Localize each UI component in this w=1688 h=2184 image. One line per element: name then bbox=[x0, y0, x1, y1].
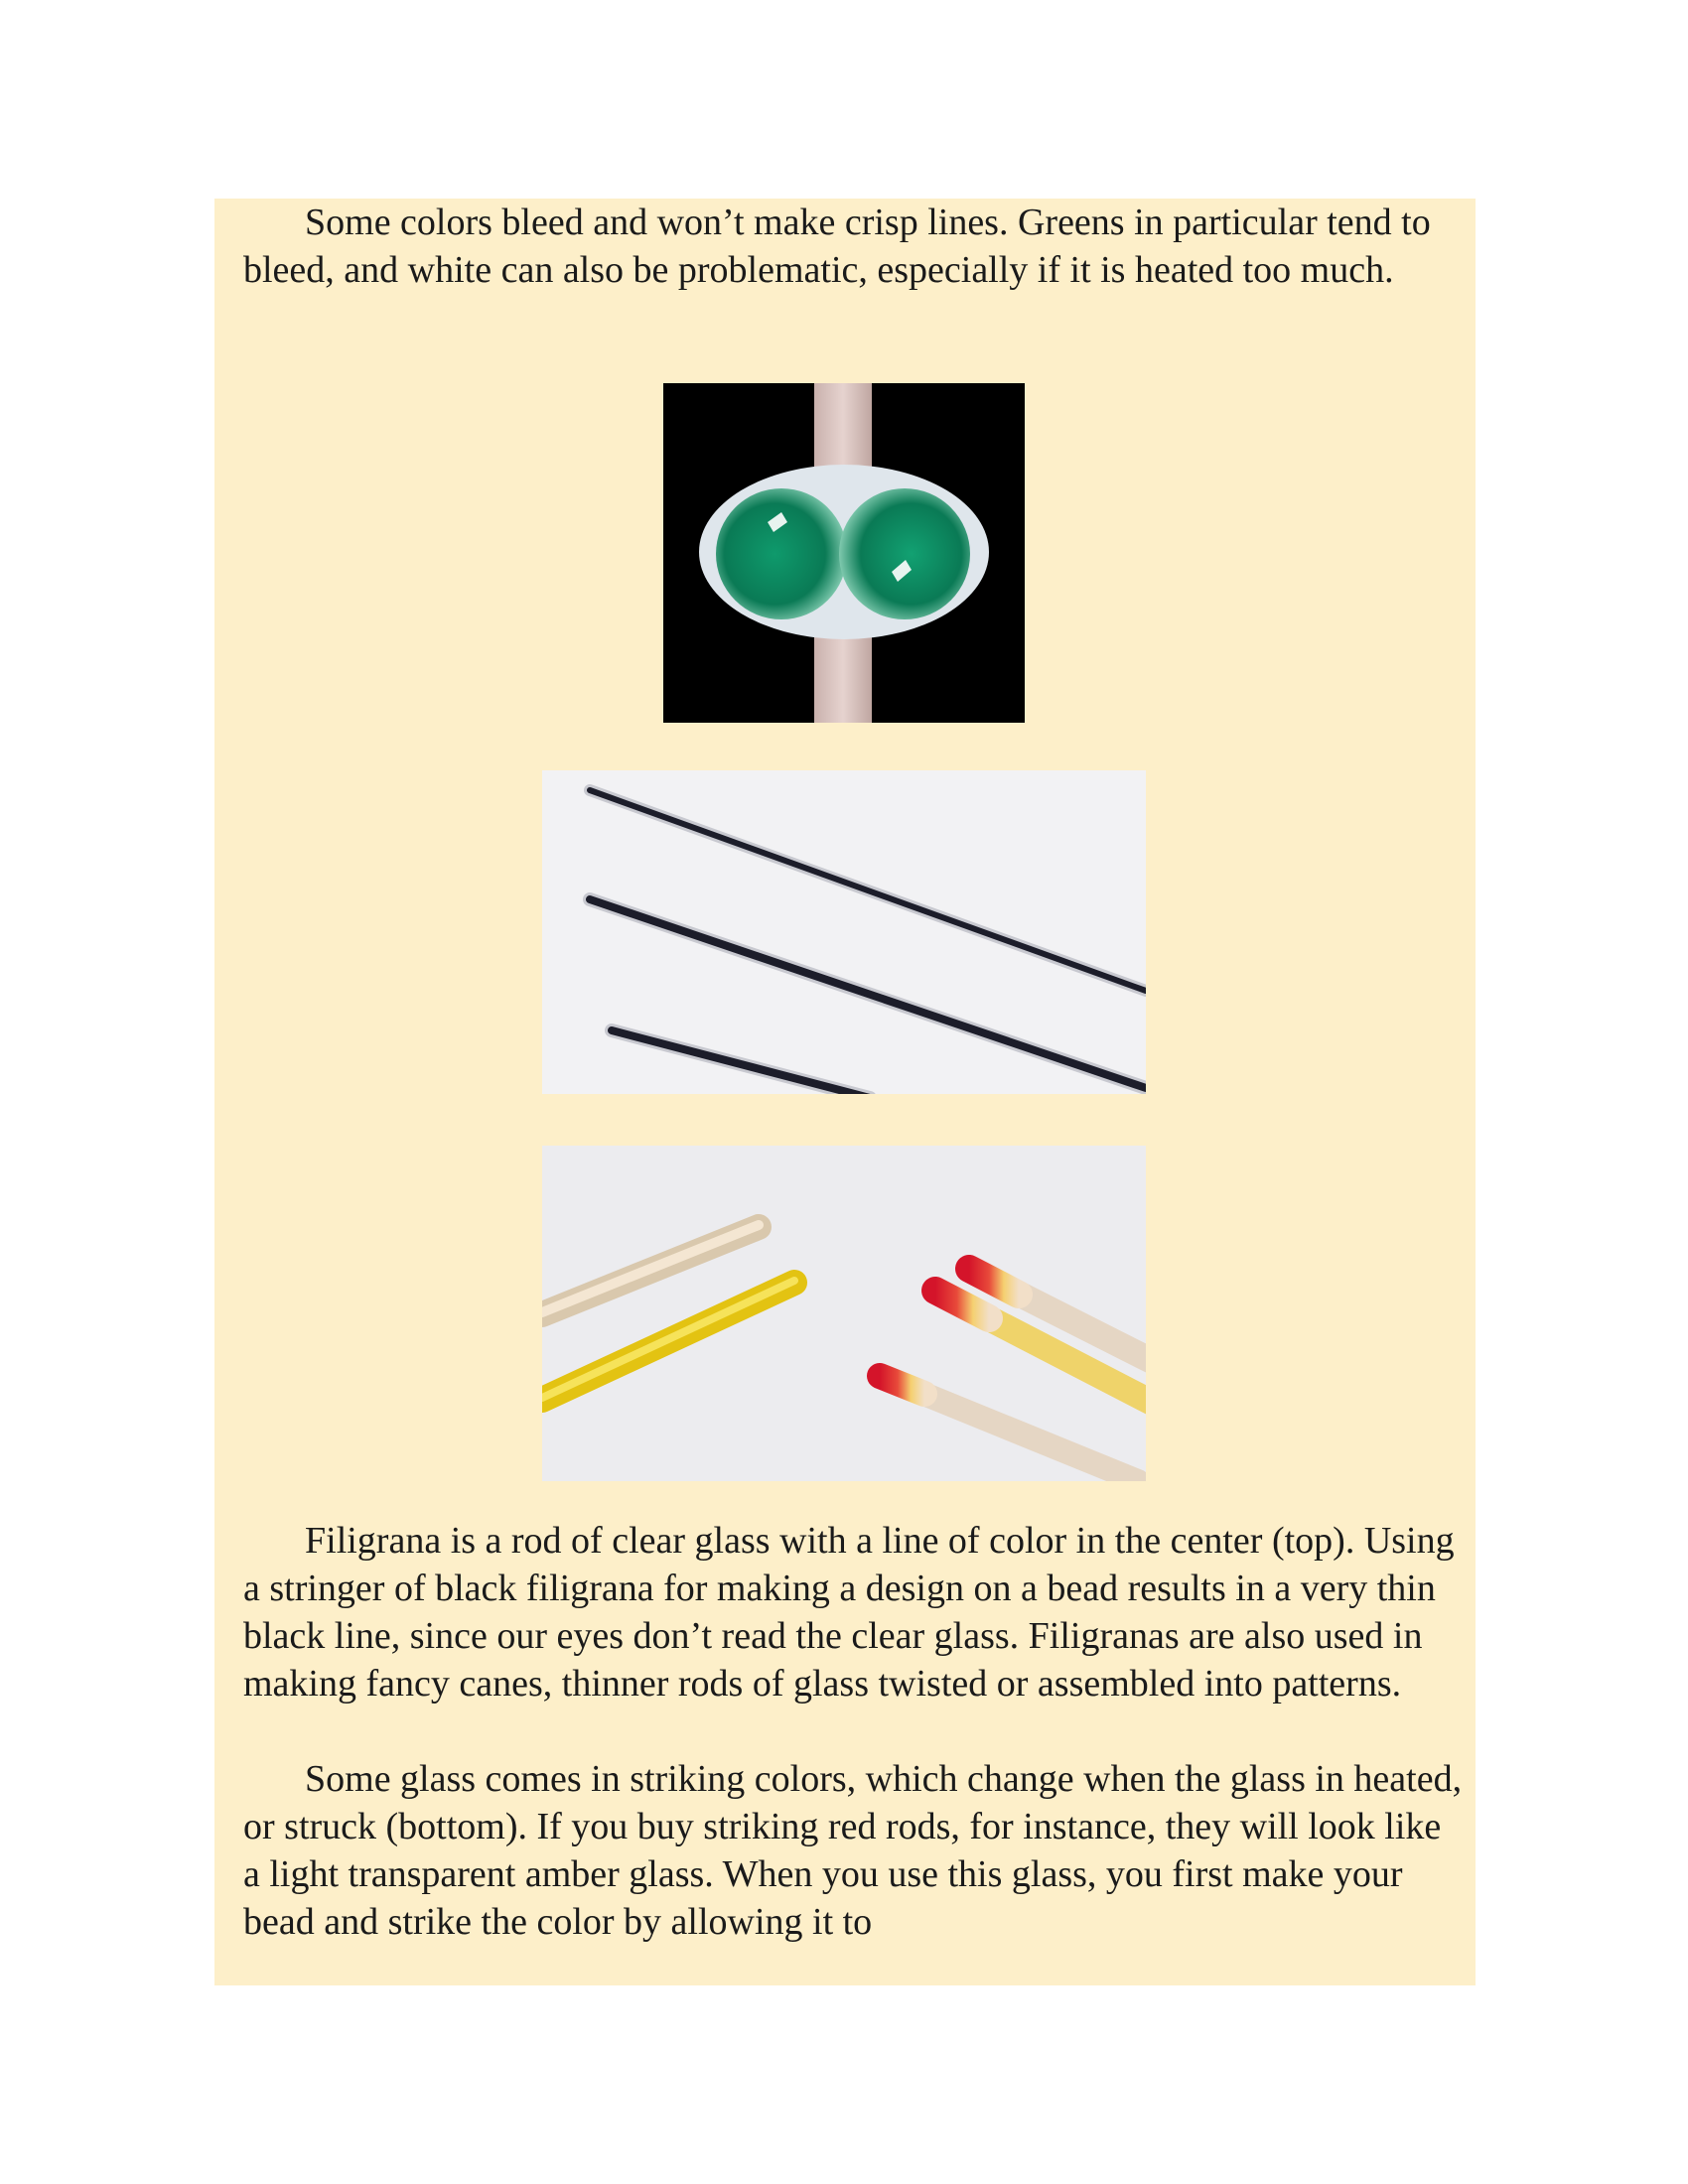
paragraph-filigrana: Filigrana is a rod of clear glass with a line of color in the center (top). Using a stringer of black filigrana for making a design on a bead results in a very thin black line, since our eyes don’t read the clear glass. Filigranas are also used in making fancy canes, thinner rods of glass twisted or assembled into patterns. bbox=[243, 1520, 1455, 1705]
paragraph-color-bleed: Some colors bleed and won’t make crisp lines. Greens in particular tend to bleed, and white can also be problematic, especially if it is heated too much. bbox=[243, 202, 1431, 291]
photo-striking-color-rods bbox=[542, 1146, 1146, 1481]
photo-black-filigrana-rods bbox=[542, 770, 1146, 1094]
photo-green-white-bead bbox=[663, 383, 1025, 723]
paragraph-striking-colors: Some glass comes in striking colors, which change when the glass in heated, or struck (bottom). If you buy striking red rods, for instance, they will look like a light transparent amber glass. When you use this glass, you first make your bead and strike the color by allowing it to bbox=[243, 1758, 1463, 1943]
